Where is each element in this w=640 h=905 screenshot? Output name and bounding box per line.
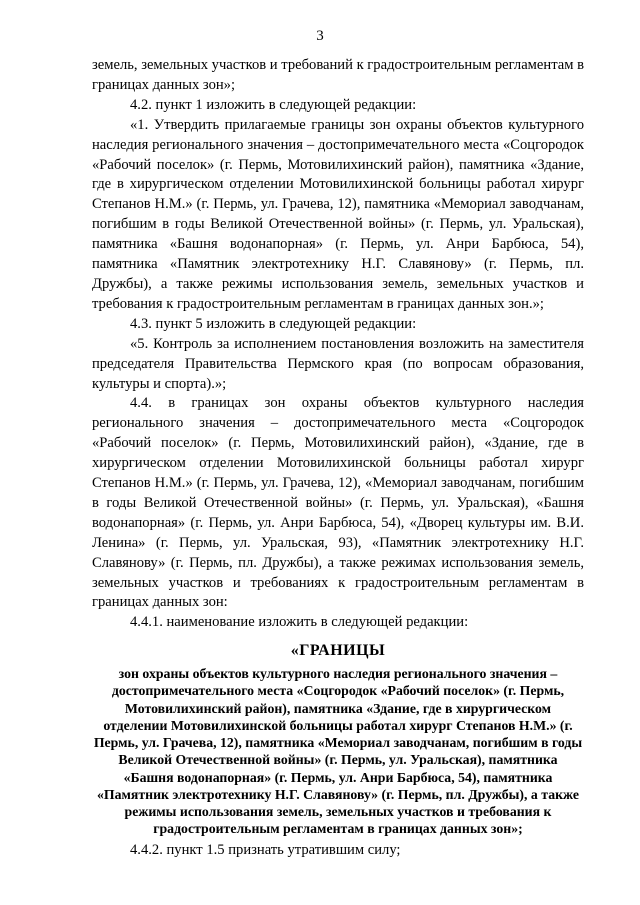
boundaries-heading: «ГРАНИЦЫ [290,642,386,660]
paragraph-4-4-1: 4.4.1. наименование изложить в следующей редакции: [130,614,469,631]
paragraph-continuation: земель, земельных участков и требований к градостроительным регламентам в границах данных зон»; [92,57,584,93]
page-number: 3 [316,28,324,44]
boundaries-subheading: зон охраны объектов культурного наследия регионального значения – достопримечательного места «Соцгородок «Рабочий поселок» (г. Пермь, Мотовилихинский район), памятника «Здание, где в хирургическом отделении Мотовилихинской больницы работал хирург Степанов Н.М.» (г. Пермь, ул. Грачева, 12), памятника «Мемориал заводчанам, погибшим в годы Великой Отечественной войны» (г. Пермь, ул. Уральская), памятника «Башня водонапорная» (г. Пермь, ул. Анри Барбюса, 54), памятника «Памятник электротехнику Н.Г. Славянову» (г. Пермь, пл. Дружбы), а также режимы использования земель, земельных участков и требования к градостроительным регламентам в границах данных зон»; [93,666,583,837]
paragraph-4-3: 4.3. пункт 5 изложить в следующей редакции: [130,315,417,332]
paragraph-4-4: 4.4. в границах зон охраны объектов культурного наследия регионального значения – достопримечательного места «Соцгородок «Рабочий поселок» (г. Пермь, Мотовилихинский район), «Здание, где в хирургическом отделении Мотовилихинской больницы работал хирург Степанов Н.М.» (г. Пермь, ул. Грачева, 12), «Мемориал заводчанам, погибшим в годы Великой Отечественной войны» (г. Пермь, ул. Уральская), «Башня водонапорная» (г. Пермь, ул. Анри Барбюса, 54), «Дворец культуры им. В.И. Ленина» (г. Пермь, ул. Уральская, 93), «Памятник электротехнику Н.Г. Славянову» (г. Пермь, пл. Дружбы), а также режимах использования земель, земельных участков и требованиях к градостроительным регламентам в границах данных зон: [92,395,584,611]
paragraph-quoted-item-5: «5. Контроль за исполнением постановления возложить на заместителя председателя Правительства Пермского края (по вопросам образования, культуры и спорта).»; [92,335,584,392]
paragraph-4-2: 4.2. пункт 1 изложить в следующей редакции: [130,96,417,113]
paragraph-quoted-item-1: «1. Утвердить прилагаемые границы зон охраны объектов культурного наследия регионального значения – достопримечательного места «Соцгородок «Рабочий поселок» (г. Пермь, Мотовилихинский район), памятника «Здание, где в хирургическом отделении Мотовилихинской больницы работал хирург Степанов Н.М.» (г. Пермь, ул. Грачева, 12), памятника «Мемориал заводчанам, погибшим в годы Великой Отечественной войны» (г. Пермь, ул. Уральская), памятника «Башня водонапорная» (г. Пермь, ул. Анри Барбюса, 54), памятника «Памятник электротехнику Н.Г. Славянову» (г. Пермь, пл. Дружбы), а также режимы использования земель, земельных участков и требования к градостроительным регламентам в границах данных зон.»; [92,116,584,312]
document-body [92,56,584,861]
paragraph-4-4-2: 4.4.2. пункт 1.5 признать утратившим силу; [130,842,401,859]
